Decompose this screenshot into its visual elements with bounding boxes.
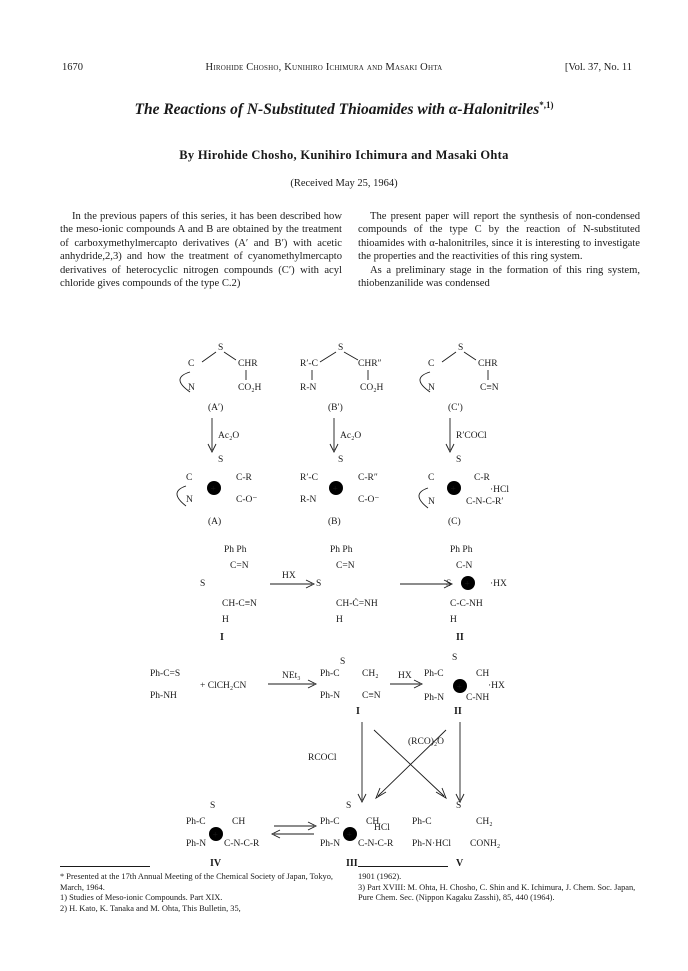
right-column	[358, 210, 640, 290]
svg-text:Ph Ph: Ph Ph	[450, 545, 473, 555]
title-footnote-mark: *,1)	[539, 100, 554, 110]
svg-text:C: C	[188, 359, 195, 369]
svg-text:(RCO)₂O: (RCO)₂O	[408, 737, 445, 747]
svg-text:+: +	[346, 830, 352, 841]
structure-I	[200, 545, 257, 625]
svg-text:·HCl: ·HCl	[490, 485, 509, 495]
volume-issue: [Vol. 37, No. 11	[564, 62, 632, 73]
footnote-rule	[358, 866, 448, 867]
svg-text:+: +	[464, 579, 470, 590]
body-paragraph: As a preliminary stage in the formation of this ring system, thiobenzanilide was condensed	[358, 264, 640, 290]
structure-b-prime	[300, 343, 384, 393]
svg-text:C: C	[186, 473, 193, 483]
svg-text:CH-C≡N: CH-C≡N	[222, 599, 257, 609]
svg-text:+: +	[450, 484, 456, 495]
footnote-rule	[60, 866, 150, 867]
svg-text:S: S	[446, 579, 452, 589]
svg-text:C: C	[428, 473, 435, 483]
svg-text:Ph-N: Ph-N	[320, 691, 341, 701]
svg-text:+: +	[210, 484, 216, 495]
svg-text:CHR: CHR	[478, 359, 498, 369]
footnote: 1901 (1962).	[358, 872, 402, 881]
svg-text:C-R″: C-R″	[358, 473, 378, 483]
svg-text:·HX: ·HX	[490, 579, 507, 589]
svg-text:C=N: C=N	[230, 561, 249, 571]
svg-text:N: N	[186, 495, 193, 505]
structure-a-prime	[180, 343, 262, 393]
svg-text:S: S	[340, 657, 346, 667]
svg-text:C-R: C-R	[236, 473, 252, 483]
svg-text:HX: HX	[398, 671, 412, 681]
svg-text:Ph-C: Ph-C	[320, 669, 340, 679]
svg-text:C=N: C=N	[336, 561, 355, 571]
reagent-acyl-chloride: R′COCl	[456, 431, 487, 441]
svg-text:S: S	[338, 343, 344, 353]
reagent-ac2o: Ac₂O	[218, 431, 240, 441]
footnote: 2) H. Kato, K. Tanaka and M. Ohta, This Bulletin, 35,	[60, 903, 241, 913]
svg-text:Ph Ph: Ph Ph	[224, 545, 247, 555]
left-column	[60, 210, 342, 290]
svg-text:S: S	[316, 579, 322, 589]
footnotes-left	[60, 872, 340, 914]
svg-text:N: N	[428, 497, 435, 507]
svg-text:HX: HX	[282, 571, 296, 581]
svg-text:CH: CH	[232, 817, 246, 827]
label-II: II	[454, 706, 462, 717]
svg-text:C-O⁻: C-O⁻	[358, 495, 380, 505]
svg-text:+: +	[332, 484, 338, 495]
svg-text:C-O⁻: C-O⁻	[236, 495, 258, 505]
byline: By Hirohide Chosho, Kunihiro Ichimura and Masaki Ohta	[179, 148, 509, 162]
footnote: 1) Studies of Meso-ionic Compounds. Part XIX.	[60, 893, 223, 903]
svg-text:+: +	[456, 682, 462, 693]
svg-text:Ph-N: Ph-N	[320, 839, 341, 849]
svg-text:CO₂H: CO₂H	[360, 383, 384, 393]
svg-text:N: N	[188, 383, 195, 393]
svg-text:C-N-C-R′: C-N-C-R′	[466, 497, 504, 507]
svg-text:HCl: HCl	[374, 823, 390, 833]
body-paragraph: The present paper will report the synthesis of non-condensed compounds of the type C by the reaction of N-substituted thioamides with α-halonitriles, since it is interesting to investigate the properties and the reactivities of this ring system.	[358, 211, 640, 263]
svg-text:Ph-C: Ph-C	[424, 669, 444, 679]
svg-text:C-NH: C-NH	[466, 693, 490, 703]
label-b-prime: (B′)	[328, 403, 343, 413]
svg-text:S: S	[456, 455, 462, 465]
svg-text:S: S	[338, 455, 344, 465]
svg-text:RCOCl: RCOCl	[308, 753, 337, 763]
structure-c-prime	[420, 343, 499, 393]
svg-text:S: S	[346, 801, 352, 811]
svg-text:Ph-N: Ph-N	[186, 839, 207, 849]
article-title: The Reactions of N-Substituted Thioamides with α-Halonitriles$^{*,1)}$	[134, 100, 554, 119]
svg-text:H: H	[450, 615, 457, 625]
svg-text:S: S	[456, 801, 462, 811]
svg-text:C≡N: C≡N	[362, 691, 381, 701]
svg-text:CHR″: CHR″	[358, 359, 382, 369]
svg-text:Ph-NH: Ph-NH	[150, 691, 177, 701]
svg-text:CO₂H: CO₂H	[238, 383, 262, 393]
structure-II	[446, 545, 507, 625]
structure-I-ring	[320, 657, 381, 701]
svg-text:S: S	[218, 343, 224, 353]
svg-text:R-N: R-N	[300, 383, 317, 393]
structure-a	[177, 455, 257, 506]
scheme-drawing	[150, 340, 590, 870]
label-I: I	[220, 632, 224, 643]
svg-text:R-N: R-N	[300, 495, 317, 505]
svg-text:C-C-NH: C-C-NH	[450, 599, 483, 609]
svg-text:NEt₃: NEt₃	[282, 671, 301, 681]
svg-text:Ph Ph: Ph Ph	[330, 545, 353, 555]
svg-text:H: H	[222, 615, 229, 625]
svg-text:C-N: C-N	[456, 561, 473, 571]
svg-text:N: N	[428, 383, 435, 393]
label-III: III	[346, 858, 358, 869]
structure-II-ring	[424, 653, 505, 703]
svg-text:S: S	[200, 579, 206, 589]
svg-text:·HX: ·HX	[488, 681, 505, 691]
structure-V	[412, 801, 500, 849]
svg-text:H: H	[336, 615, 343, 625]
body-paragraph: In the previous papers of this series, it has been described how the meso-ionic compounds A and B are obtained by the treatment of carboxymethylmercapto derivatives (A′ and B′) with acetic anhydride,2,3) and how the treatment of cyanomethylmercapto derivatives of heterocyclic nitrogen compounds (C′) with acyl chloride gives compounds of the type C.2)	[60, 211, 342, 290]
svg-text:S: S	[458, 343, 464, 353]
label-IV: IV	[210, 858, 222, 869]
label-II: II	[456, 632, 464, 643]
svg-text:C-N-C-R: C-N-C-R	[224, 839, 260, 849]
running-header	[62, 62, 632, 78]
svg-text:Ph-C=S: Ph-C=S	[150, 669, 181, 679]
thiobenzanilide	[150, 669, 180, 701]
structure-IV	[186, 801, 260, 849]
svg-text:CH: CH	[366, 817, 380, 827]
svg-text:S: S	[210, 801, 216, 811]
footnote: * Presented at the 17th Annual Meeting of the Chemical Society of Japan, Tokyo, March, 1964.	[60, 872, 334, 892]
reagent-ac2o: Ac₂O	[340, 431, 362, 441]
svg-text:C-R: C-R	[474, 473, 490, 483]
page-number: 1670	[62, 62, 83, 73]
svg-text:R′-C: R′-C	[300, 359, 318, 369]
svg-text:Ph-C: Ph-C	[320, 817, 340, 827]
structure-intermediate	[316, 545, 378, 625]
label-I: I	[356, 706, 360, 717]
label-a: (A)	[208, 517, 222, 527]
structure-b	[300, 455, 379, 505]
label-a-prime: (A′)	[208, 403, 224, 413]
structure-III	[320, 801, 394, 849]
svg-text:+: +	[212, 830, 218, 841]
svg-text:CONH₂: CONH₂	[470, 839, 501, 849]
svg-text:C-N-C-R: C-N-C-R	[358, 839, 394, 849]
svg-text:Ph-C: Ph-C	[186, 817, 206, 827]
footnotes-right	[358, 872, 638, 904]
svg-text:+ ClCH₂CN: + ClCH₂CN	[200, 681, 247, 691]
svg-text:S: S	[218, 455, 224, 465]
header-authors: Hirohide Chosho, Kunihiro Ichimura and Masaki Ohta	[205, 62, 443, 73]
svg-text:CH₂: CH₂	[476, 817, 493, 827]
svg-text:Ph-C: Ph-C	[412, 817, 432, 827]
svg-text:C≡N: C≡N	[480, 383, 499, 393]
label-c-prime: (C′)	[448, 403, 463, 413]
svg-text:R′-C: R′-C	[300, 473, 318, 483]
svg-text:CHR: CHR	[238, 359, 258, 369]
footnote: 3) Part XVIII: M. Ohta, H. Chosho, C. Shin and K. Ichimura, J. Chem. Soc. Japan, Pure Chem. Sec. (Nippon Kagaku Zasshi), 85, 440 (1964).	[358, 882, 636, 903]
label-b: (B)	[328, 517, 341, 527]
reaction-scheme	[150, 340, 590, 870]
svg-text:CH-Ċ=NH: CH-Ċ=NH	[336, 599, 378, 609]
received-date: (Received May 25, 1964)	[290, 178, 398, 189]
svg-text:CH: CH	[476, 669, 490, 679]
label-V: V	[456, 858, 464, 869]
svg-text:Ph-N: Ph-N	[424, 693, 445, 703]
label-c: (C)	[448, 517, 461, 527]
svg-text:Ph-N·HCl: Ph-N·HCl	[412, 839, 452, 849]
svg-text:C: C	[428, 359, 435, 369]
svg-text:CH₂: CH₂	[362, 669, 379, 679]
svg-text:S: S	[452, 653, 458, 663]
structure-c	[419, 455, 509, 508]
